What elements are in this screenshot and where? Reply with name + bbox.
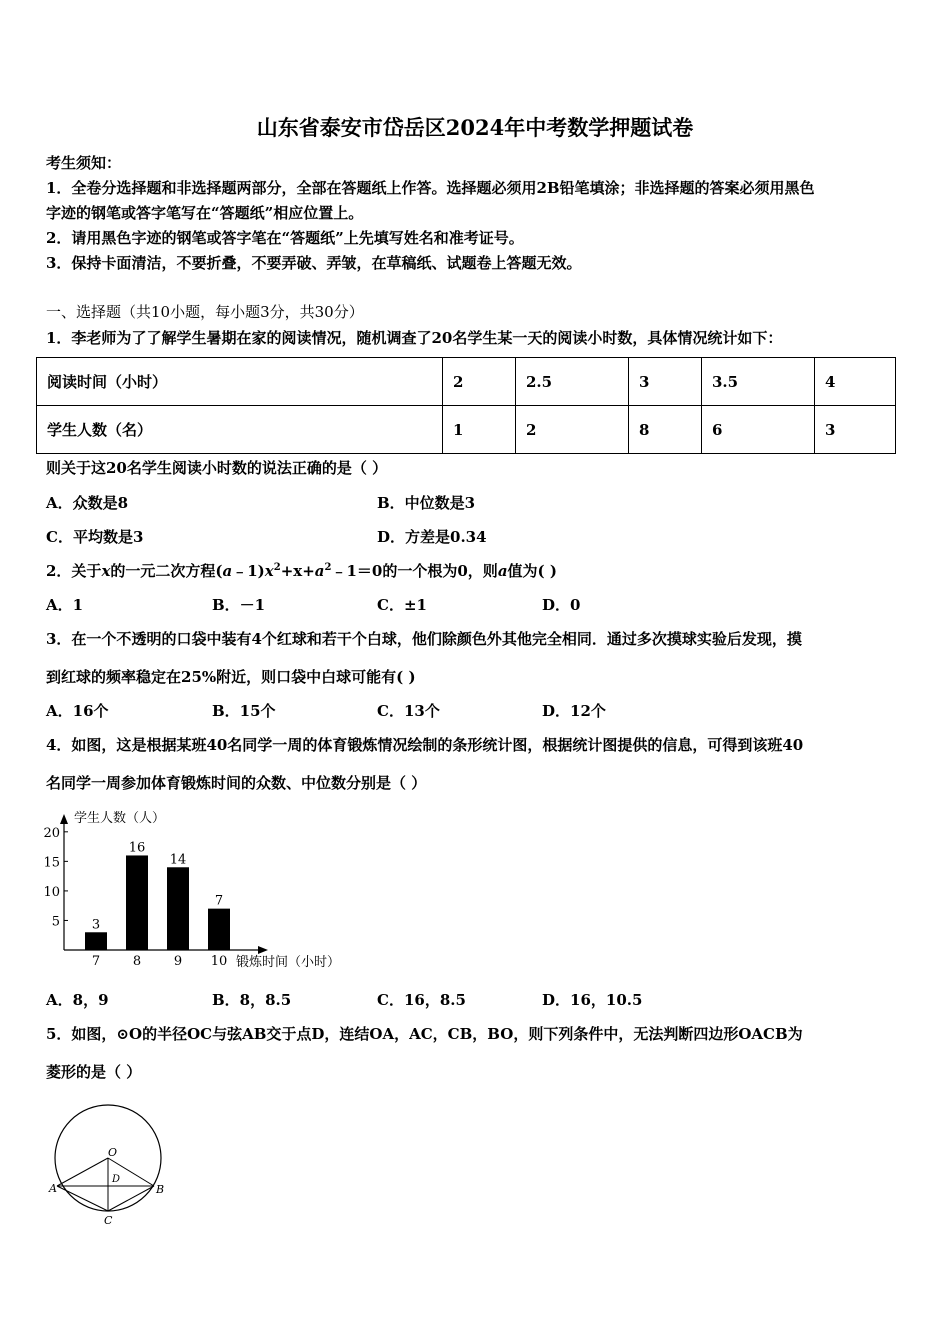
bar-9 xyxy=(167,867,189,950)
q2-stem-mid1: 的一元二次方程( xyxy=(110,562,223,580)
q1-option-b: B．中位数是3 xyxy=(377,494,476,512)
table-row xyxy=(37,358,896,406)
x-tick-label: 8 xyxy=(132,954,142,969)
q4-option-c: C．16，8.5 xyxy=(377,991,466,1009)
notice-line-2: 2．请用黑色字迹的钢笔或答字笔在“答题纸”上先填写姓名和准考证号。 xyxy=(46,229,524,247)
q3-option-b: B．15个 xyxy=(212,702,276,720)
x-axis-label: 锻炼时间（小时） xyxy=(236,955,341,970)
table-cell: 2 xyxy=(443,358,516,406)
q4-option-a: A．8，9 xyxy=(46,991,109,1009)
label-o: O xyxy=(108,1146,118,1159)
circle-figure xyxy=(46,1098,176,1228)
table-cell: 4 xyxy=(815,358,896,406)
label-b: B xyxy=(156,1183,165,1196)
q2-sup: 2 xyxy=(273,562,281,573)
notice-line-1b: 字迹的钢笔或答字笔写在“答题纸”相应位置上。 xyxy=(46,204,364,222)
table-cell: 2.5 xyxy=(516,358,629,406)
q2-option-a: A．1 xyxy=(46,596,84,614)
q2-option-b: B．－1 xyxy=(212,596,266,614)
circle-figure-svg xyxy=(46,1098,176,1228)
x-tick-label: 7 xyxy=(91,954,101,969)
q3-option-d: D．12个 xyxy=(542,702,606,720)
q2-stem xyxy=(46,560,557,581)
y-tick-label: 20 xyxy=(43,825,60,841)
q4-line-1: 4．如图，这是根据某班40名同学一周的体育锻炼情况绘制的条形统计图，根据统计图提供的信息，可得到该班40 xyxy=(46,736,804,754)
q1-option-a: A．众数是8 xyxy=(46,494,129,512)
table-row xyxy=(37,406,896,454)
bar-data-label: 3 xyxy=(91,917,101,933)
table-cell: 8 xyxy=(629,406,702,454)
q2-var-a: a xyxy=(222,562,233,580)
q2-stem-mid2: ﹣1) xyxy=(232,562,265,580)
q2-stem-mid3: +x+ xyxy=(280,562,315,580)
q4-option-b: B．8，8.5 xyxy=(212,991,292,1009)
bar-data-label: 14 xyxy=(169,852,187,868)
segment-ac xyxy=(57,1186,108,1211)
bar-8 xyxy=(126,855,148,950)
x-tick-label: 10 xyxy=(210,954,228,969)
bar-data-label: 7 xyxy=(214,893,224,909)
bar-7 xyxy=(85,932,107,950)
notice-heading: 考生须知： xyxy=(46,154,122,172)
y-tick-label: 15 xyxy=(43,855,60,871)
q5-line-1: 5．如图，⊙O的半径OC与弦AB交于点D，连结OA，AC，CB，BO，则下列条件中，无法判断四边形OACB为 xyxy=(46,1025,803,1043)
y-tick-label: 5 xyxy=(51,914,60,930)
notice-line-3: 3．保持卡面清洁，不要折叠，不要弄破、弄皱，在草稿纸、试题卷上答题无效。 xyxy=(46,254,582,272)
notice-line-1: 1．全卷分选择题和非选择题两部分，全部在答题纸上作答。选择题必须用2B铅笔填涂；非选择题的答案必须用黑色 xyxy=(46,179,815,197)
table-cell: 6 xyxy=(702,406,815,454)
page-title: 山东省泰安市岱岳区2024年中考数学押题试卷 xyxy=(256,115,694,140)
segment-cb xyxy=(108,1186,154,1211)
q2-var-a2: a xyxy=(497,562,508,580)
q2-x-squared: x xyxy=(264,562,274,580)
q2-option-d: D．0 xyxy=(542,596,581,614)
table-cell: 1 xyxy=(443,406,516,454)
table-cell: 3.5 xyxy=(702,358,815,406)
x-axis-arrow xyxy=(258,946,268,954)
q4-option-d: D．16，10.5 xyxy=(542,991,643,1009)
q5-line-2: 菱形的是（ ） xyxy=(46,1063,142,1081)
q2-stem-end: 值为( ) xyxy=(507,562,557,580)
table-cell: 3 xyxy=(815,406,896,454)
bar-10 xyxy=(208,909,230,950)
q2-stem-prefix: 2．关于 xyxy=(46,562,102,580)
label-d: D xyxy=(112,1174,121,1185)
y-axis-label: 学生人数（人） xyxy=(74,811,166,826)
q3-option-a: A．16个 xyxy=(46,702,109,720)
q2-option-c: C．±1 xyxy=(377,596,427,614)
q1-question: 则关于这20名学生阅读小时数的说法正确的是（ ） xyxy=(46,459,388,477)
q2-sup-b: 2 xyxy=(324,562,332,573)
q1-option-d: D．方差是0.34 xyxy=(377,528,487,546)
q2-var-x: x xyxy=(101,562,111,580)
y-axis-arrow xyxy=(60,814,68,824)
label-c: C xyxy=(104,1214,113,1227)
q3-option-c: C．13个 xyxy=(377,702,440,720)
y-tick-label: 10 xyxy=(43,884,60,900)
q3-line-1: 3．在一个不透明的口袋中装有4个红球和若干个白球，他们除颜色外其他完全相同．通过多次摸球实验后发现，摸 xyxy=(46,630,802,648)
table-cell: 学生人数（名） xyxy=(37,406,443,454)
label-a: A xyxy=(49,1182,57,1195)
q2-a-squared: a xyxy=(314,562,325,580)
table-cell: 阅读时间（小时） xyxy=(37,358,443,406)
bar-chart-svg xyxy=(40,800,370,980)
q4-line-2: 名同学一周参加体育锻炼时间的众数、中位数分别是（ ） xyxy=(46,774,427,792)
bar-chart xyxy=(40,800,370,980)
bar-data-label: 16 xyxy=(128,840,146,856)
reading-table xyxy=(36,357,896,454)
section-heading: 一、选择题（共10小题，每小题3分，共30分） xyxy=(46,303,364,321)
q2-stem-mid4: ﹣1＝0的一个根为0，则 xyxy=(331,562,498,580)
segment-oa xyxy=(57,1158,108,1186)
q1-option-c: C．平均数是3 xyxy=(46,528,144,546)
q3-line-2: 到红球的频率稳定在25%附近，则口袋中白球可能有( ) xyxy=(46,668,416,686)
x-tick-label: 9 xyxy=(173,954,183,969)
q1-stem: 1．李老师为了了解学生暑期在家的阅读情况，随机调查了20名学生某一天的阅读小时数，具体情况统计如下： xyxy=(46,329,783,347)
table-cell: 2 xyxy=(516,406,629,454)
table-cell: 3 xyxy=(629,358,702,406)
